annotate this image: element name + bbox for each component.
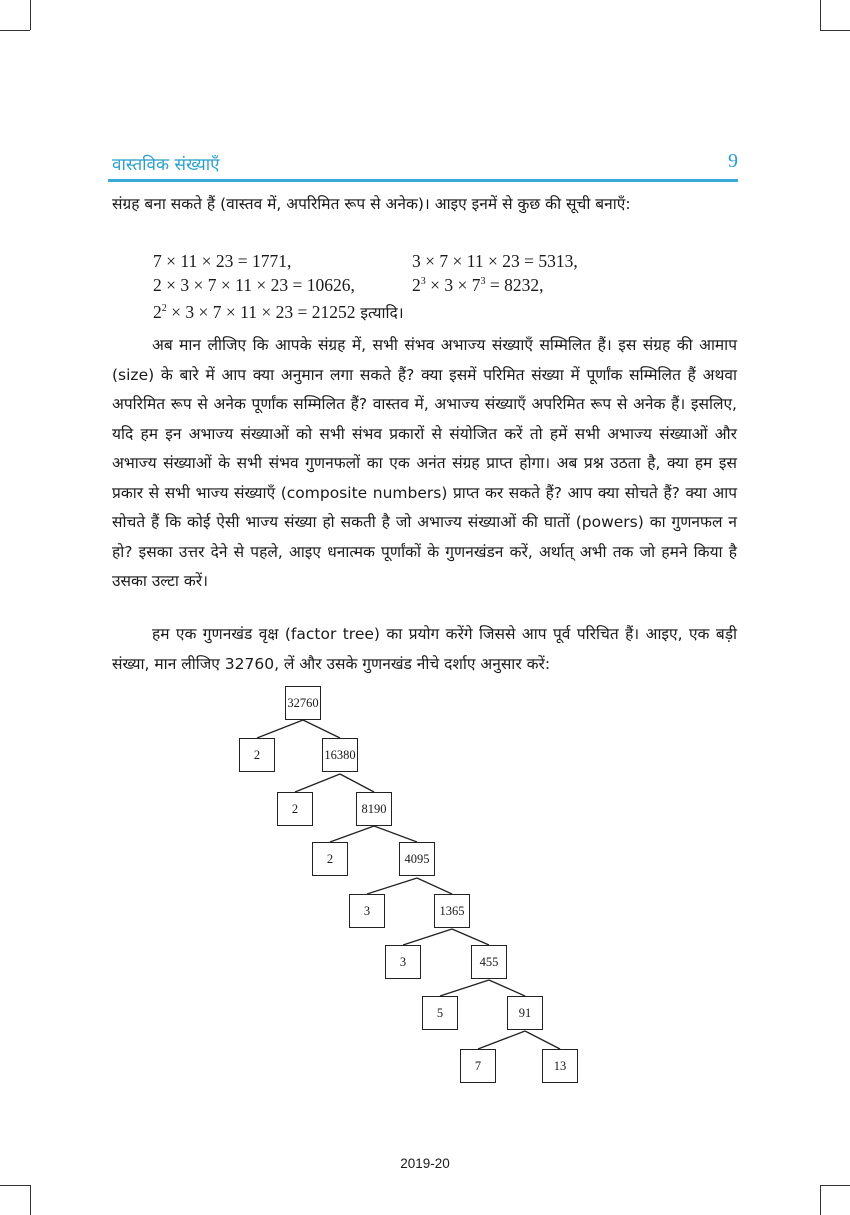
tree-node-factor: 5 [422, 996, 458, 1030]
tree-edge [367, 878, 417, 894]
page-number: 9 [728, 150, 738, 172]
tree-node-4095: 4095 [399, 842, 435, 876]
tree-edge [478, 1031, 525, 1049]
equation-1: 7 × 11 × 23 = 1771, [153, 251, 292, 271]
tree-edge [295, 774, 340, 792]
tree-edge [452, 929, 489, 945]
tree-node-factor: 2 [312, 842, 348, 876]
tree-node-factor: 13 [542, 1049, 578, 1083]
eq4-exponent-2: 3 [480, 276, 486, 288]
tree-node-8190: 8190 [356, 792, 392, 826]
tree-edge [330, 826, 374, 842]
eq5-exponent: 2 [161, 303, 167, 315]
equation-3: 2 × 3 × 7 × 11 × 23 = 10626, [153, 275, 355, 295]
tree-node-factor: 7 [460, 1049, 496, 1083]
tree-edge [374, 826, 417, 842]
tree-edge [417, 878, 452, 894]
eq4-middle: × 3 × 7 [425, 275, 481, 295]
tree-edge [489, 980, 525, 996]
tree-node-factor: 3 [349, 894, 385, 928]
eq4-end: = 8232, [485, 275, 544, 295]
tree-node-32760: 32760 [285, 686, 321, 720]
tree-node-factor: 2 [239, 738, 275, 772]
eq4-exponent-1: 3 [420, 276, 426, 288]
tree-node-455: 455 [471, 945, 507, 979]
eq5-base: 2 [153, 302, 162, 322]
tree-edge [440, 980, 489, 996]
paragraph-intro: संग्रह बना सकते हैं (वास्तव में, अपरिमित रूप से अनेक)। आइए इनमें से कुछ की सूची बनाएँ: [112, 195, 631, 213]
tree-node-factor: 3 [385, 945, 421, 979]
chapter-title: वास्तविक संख्याएँ [112, 155, 220, 175]
tree-edge [525, 1031, 560, 1049]
eq4-base: 2 [412, 275, 421, 295]
equation-2: 3 × 7 × 11 × 23 = 5313, [412, 251, 578, 271]
tree-node-91: 91 [507, 996, 543, 1030]
eq5-suffix: इत्यादि। [355, 304, 404, 322]
tree-node-factor: 2 [277, 792, 313, 826]
tree-edge [403, 929, 452, 945]
eq5-rest: × 3 × 7 × 11 × 23 = 21252 [166, 302, 356, 322]
tree-node-1365: 1365 [434, 894, 470, 928]
tree-node-16380: 16380 [322, 738, 358, 772]
paragraph-factor-tree: हम एक गुणनखंड वृक्ष (factor tree) का प्रयोग करेंगे जिससे आप पूर्व परिचित हैं। आइए, एक बड़ी संख्या, मान लीजिए 32760, लें और उसके गुणनखंड नीचे दर्शाए अनुसार करें: [112, 625, 737, 673]
tree-edge [257, 720, 303, 738]
tree-edge [340, 774, 374, 792]
footer-year: 2019-20 [400, 1156, 450, 1171]
tree-edge [303, 720, 340, 738]
paragraph-primes: अब मान लीजिए कि आपके संग्रह में, सभी संभव अभाज्य संख्याएँ सम्मिलित हैं। इस संग्रह की आमाप (size) के बारे में आप क्या अनुमान लगा सकते हैं? क्या इसमें परिमित संख्या में पूर्णांक सम्मिलित हैं अथवा अपरिमित रूप से अनेक पूर्णांक सम्मिलित हैं? वास्तव में, अभाज्य संख्याएँ अपरिमित रूप से अनेक हैं। इसलिए, यदि हम इन अभाज्य संख्याओं को सभी संभव प्रकारों से संयोजित करें तो हमें सभी अभाज्य संख्याओं और अभाज्य संख्याओं के सभी संभव गुणनफलों का एक अनंत संग्रह प्राप्त होगा। अब प्रश्न उठता है, क्या हम इस प्रकार से सभी भाज्य संख्याएँ (composite numbers) प्राप्त कर सकते हैं? आप क्या सोचते हैं? क्या आप सोचते हैं कि कोई ऐसी भाज्य संख्या हो सकती है जो अभाज्य संख्याओं की घातों (powers) का गुणनफल न हो? इसका उत्तर देने से पहले, आइए धनात्मक पूर्णांकों के गुणनखंडन करें, अर्थात् अभी तक जो हमने किया है उसका उल्टा करें। [112, 336, 737, 590]
